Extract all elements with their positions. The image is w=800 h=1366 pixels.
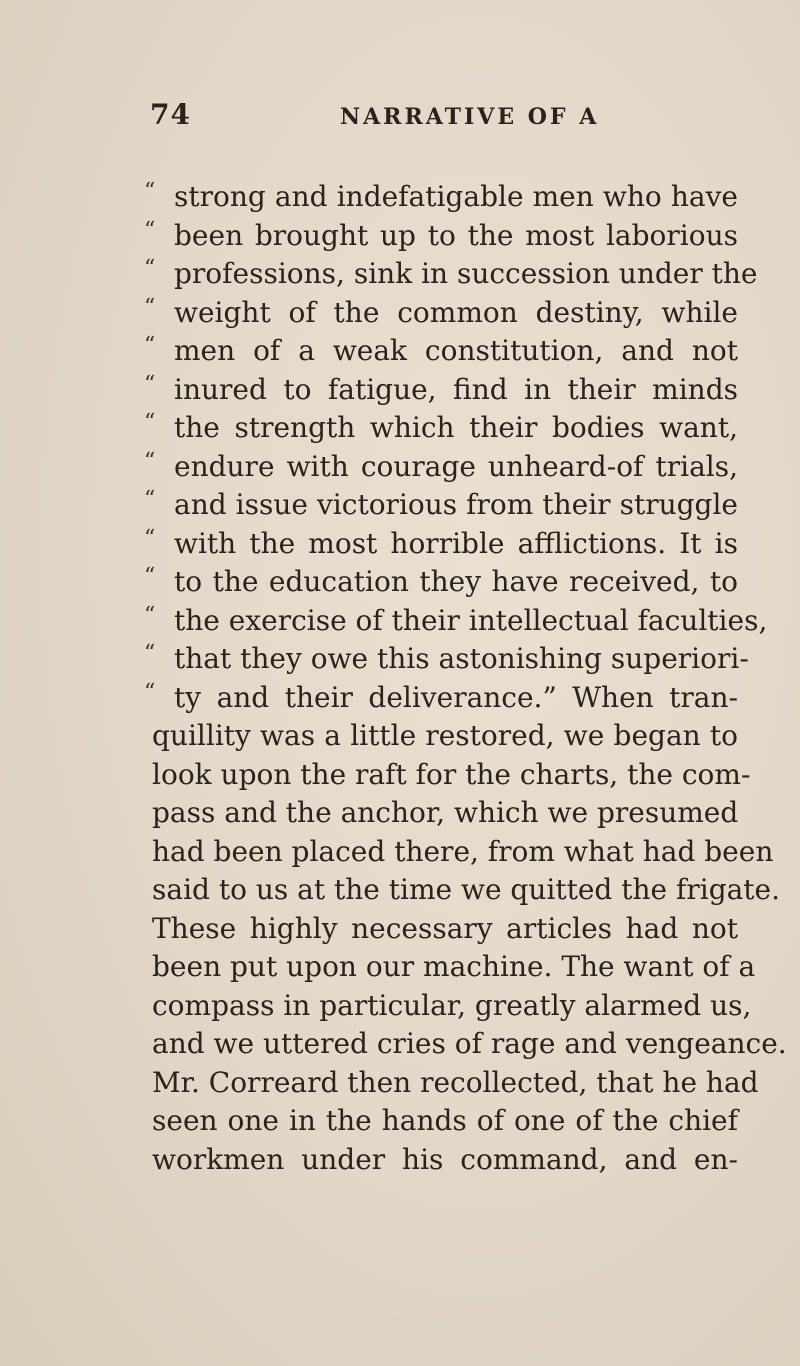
quote-mark: “ xyxy=(144,448,156,474)
quoted-line-text: the strength which their bodies want, xyxy=(174,411,738,444)
quoted-line-text: professions, sink in succession under the xyxy=(174,257,758,290)
quoted-line xyxy=(0,332,800,371)
body-line xyxy=(0,717,800,756)
running-title: NARRATIVE OF A xyxy=(340,104,600,130)
body-line-text: pass and the anchor, which we presumed xyxy=(152,796,739,829)
body-line xyxy=(0,987,800,1026)
body-line xyxy=(0,910,800,949)
quoted-line-text: ty and their deliverance.” When tran- xyxy=(174,680,738,714)
body-line-text: These highly necessary articles had not xyxy=(152,911,738,945)
body-line-text: had been placed there, from what had been xyxy=(152,834,774,868)
quoted-line-text: and issue victorious from their struggle xyxy=(174,488,738,521)
quoted-line-text: with the most horrible afflictions. It is xyxy=(174,526,738,560)
quote-mark: “ xyxy=(144,333,156,358)
quote-mark: “ xyxy=(144,217,156,243)
quoted-line xyxy=(0,294,800,333)
quoted-line xyxy=(0,525,800,564)
body-line-text: look upon the raft for the charts, the com- xyxy=(152,757,751,791)
quoted-line-text: the exercise of their intellectual faculties, xyxy=(174,603,768,637)
quote-mark: “ xyxy=(144,179,156,204)
quote-mark: “ xyxy=(144,525,156,551)
quoted-line xyxy=(0,178,800,217)
quoted-line xyxy=(0,679,800,718)
quote-mark: “ xyxy=(144,410,156,435)
body-line xyxy=(0,833,800,872)
body-line xyxy=(0,756,800,795)
page-number: 74 xyxy=(150,98,191,131)
body-line xyxy=(0,948,800,987)
text-block xyxy=(0,178,800,1179)
quote-mark: “ xyxy=(144,487,156,512)
body-line-text: compass in particular, greatly alarmed us, xyxy=(152,988,752,1022)
body-line-text: seen one in the hands of one of the chief xyxy=(152,1104,738,1137)
quoted-line xyxy=(0,409,800,448)
quote-mark: “ xyxy=(144,256,156,281)
quoted-line-text: been brought up to the most laborious xyxy=(174,218,738,252)
quoted-line xyxy=(0,217,800,256)
quote-mark: “ xyxy=(144,679,156,705)
body-line xyxy=(0,1102,800,1141)
body-line xyxy=(0,1064,800,1103)
quoted-line xyxy=(0,255,800,294)
quoted-line-text: to the education they have received, to xyxy=(174,565,738,598)
body-line xyxy=(0,1025,800,1064)
quote-mark: “ xyxy=(144,294,156,320)
body-line xyxy=(0,871,800,910)
quote-mark: “ xyxy=(144,371,156,397)
body-line-text: workmen under his command, and en- xyxy=(152,1142,738,1176)
body-line xyxy=(0,794,800,833)
quoted-line xyxy=(0,371,800,410)
quote-mark: “ xyxy=(144,602,156,628)
body-line-text: said to us at the time we quitted the frigate. xyxy=(152,873,781,906)
running-head xyxy=(0,98,800,138)
quoted-line xyxy=(0,563,800,602)
body-line-text: quillity was a little restored, we began to xyxy=(152,719,738,752)
quoted-line-text: men of a weak constitution, and not xyxy=(174,334,738,367)
quoted-line xyxy=(0,602,800,641)
quoted-line-text: inured to fatigue, find in their minds xyxy=(174,372,738,406)
quote-mark: “ xyxy=(144,641,156,666)
quoted-line-text: weight of the common destiny, while xyxy=(174,295,738,329)
body-line-text: and we uttered cries of rage and vengeance. xyxy=(152,1027,787,1060)
body-line xyxy=(0,1141,800,1180)
quoted-line xyxy=(0,486,800,525)
quoted-line-text: endure with courage unheard-of trials, xyxy=(174,449,738,483)
body-line-text: been put upon our machine. The want of a xyxy=(152,950,756,983)
quoted-line xyxy=(0,448,800,487)
quoted-line-text: strong and indefatigable men who have xyxy=(174,180,738,213)
quoted-line-text: that they owe this astonishing superiori- xyxy=(174,642,749,675)
body-line-text: Mr. Correard then recollected, that he had xyxy=(152,1065,759,1099)
quote-mark: “ xyxy=(144,564,156,589)
quoted-line xyxy=(0,640,800,679)
